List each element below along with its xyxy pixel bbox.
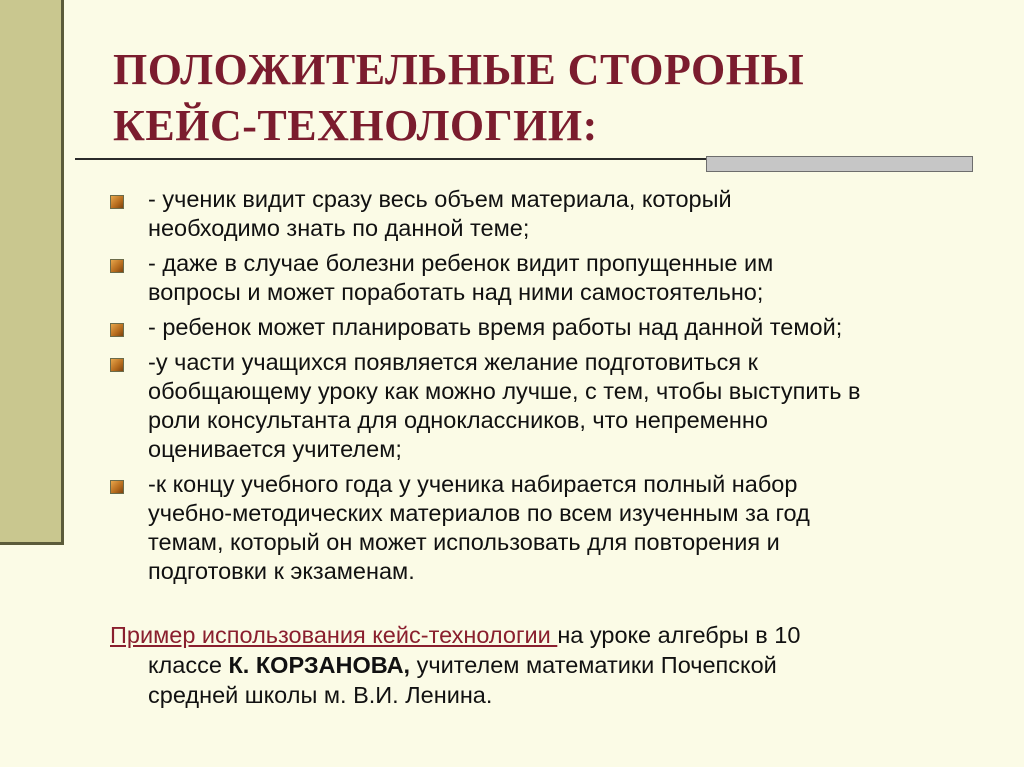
example-class-text: классе (148, 652, 229, 678)
list-item (110, 470, 1020, 586)
bullet-line: - ученик видит сразу весь объем материала, который (148, 186, 732, 212)
example-link[interactable]: Пример использования кейс-технологии (110, 622, 558, 648)
list-item (110, 313, 1020, 342)
square-bullet-icon (110, 323, 124, 337)
teacher-text: учителем математики Почепской (410, 652, 777, 678)
bullet-line: подготовки к экзаменам. (148, 558, 415, 584)
bullet-line: - ребенок может планировать время работы над данной темой; (148, 314, 843, 340)
square-bullet-icon (110, 195, 124, 209)
bullet-line: -к концу учебного года у ученика набирается полный набор (148, 471, 798, 497)
square-bullet-icon (110, 358, 124, 372)
list-item (110, 185, 1020, 243)
list-item (110, 249, 1020, 307)
bullet-line: необходимо знать по данной теме; (148, 215, 530, 241)
bullet-line: обобщающему уроку как можно лучше, с тем, чтобы выступить в (148, 378, 861, 404)
list-item (110, 348, 1020, 464)
example-paragraph (110, 620, 990, 710)
bullet-line: учебно-методических материалов по всем изученным за год (148, 500, 810, 526)
page-title (113, 42, 973, 154)
bullet-line: оценивается учителем; (148, 436, 402, 462)
bullet-line: - даже в случае болезни ребенок видит пропущенные им (148, 250, 774, 276)
title-divider-bar (706, 156, 973, 172)
bullet-line: темам, который он может использовать для повторения и (148, 529, 780, 555)
square-bullet-icon (110, 480, 124, 494)
advantages-list (110, 185, 1020, 592)
example-line-2 (110, 650, 777, 680)
school-text: средней школы м. В.И. Ленина. (148, 682, 493, 708)
title-line-1: ПОЛОЖИТЕЛЬНЫЕ СТОРОНЫ (113, 45, 805, 94)
title-divider-line (75, 158, 711, 160)
bullet-line: -у части учащихся появляется желание подготовиться к (148, 349, 758, 375)
square-bullet-icon (110, 259, 124, 273)
left-decorative-bar (0, 0, 64, 545)
title-line-2: КЕЙС-ТЕХНОЛОГИИ: (113, 101, 598, 150)
bullet-line: вопросы и может поработать над ними самостоятельно; (148, 279, 764, 305)
example-text: на уроке алгебры в 10 (557, 622, 801, 648)
author-name: К. КОРЗАНОВА, (228, 652, 411, 678)
bullet-line: роли консультанта для одноклассников, что непременно (148, 407, 768, 433)
